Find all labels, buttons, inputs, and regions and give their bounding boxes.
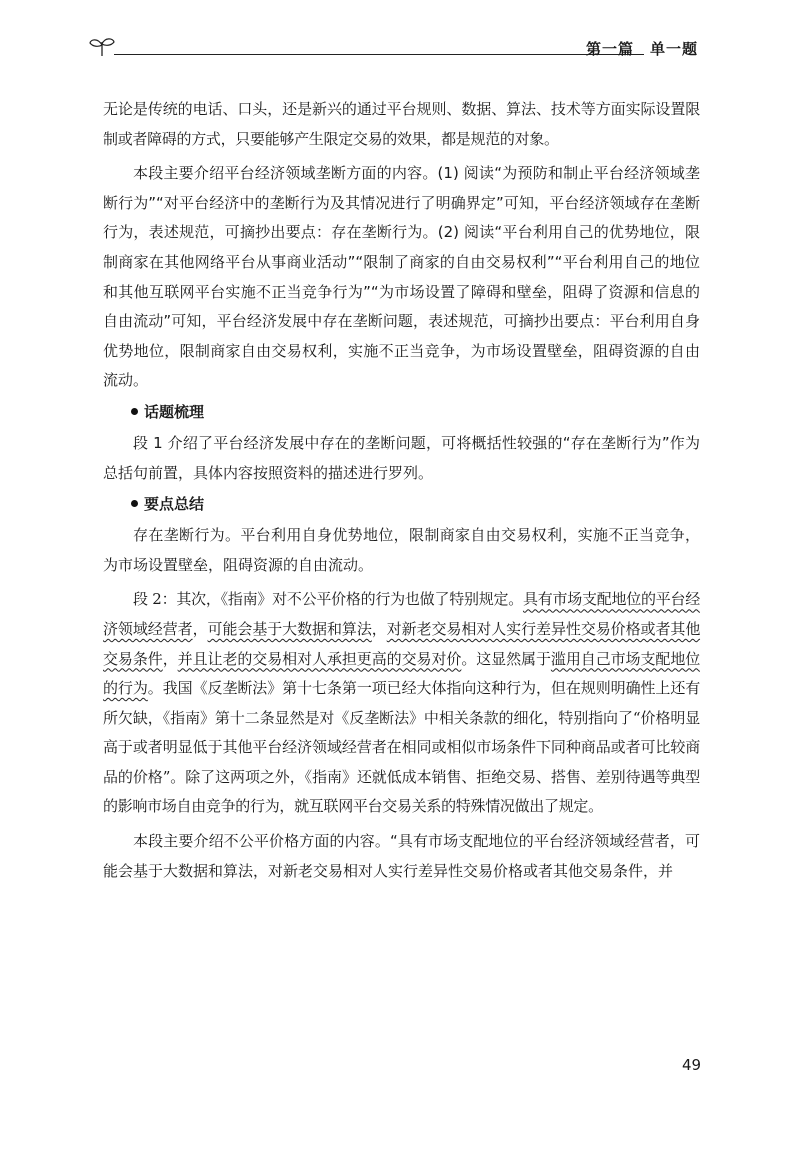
page-content xyxy=(103,95,700,886)
underlined-phrase: 对新老交易相对人实行差异性交易价格或者其他交易条件 xyxy=(103,619,701,668)
punctuation: ， xyxy=(371,619,387,638)
punctuation: ， xyxy=(162,649,178,668)
analysis-paragraph-1: 本段主要介绍平台经济领域垄断方面的内容。(1) 阅读“为预防和制止平台经济领域垄断行为”“对平台经济中的垄断行为及其情况进行了明确界定”可知，平台经济领域存在垄断行为，表述规范，可摘抄出要点：存在垄断行为。(2) 阅读“平台利用自己的优势地位，限制商家在其他网络平台从事商业活动”“限制了商家的自由交易权利”“平台利用自己的地位和其他互联网平台实施不正当竞争行为”“为市场设置了障碍和壁垒，阻碍了资源和信息的自由流动”可知，平台经济发展中存在垄断问题，表述规范，可摘抄出要点：平台利用自身优势地位，限制商家自由交易权利，实施不正当竞争，为市场设置壁垒，阻碍资源的自由流动。 xyxy=(103,164,700,390)
punctuation: ， xyxy=(192,619,208,638)
bullet-topic xyxy=(103,398,700,427)
page-header xyxy=(88,34,708,64)
underlined-phrase: 可能会基于大数据和算法 xyxy=(207,619,372,638)
paragraph-continued: 无论是传统的电话、口头，还是新兴的通过平台规则、数据、算法、技术等方面实际设置限制或者障碍的方式，只要能够产生限定交易的效果，都是规范的对象。 xyxy=(103,100,700,148)
underlined-phrase: 滥用自己市场支配地位的行为 xyxy=(103,649,700,698)
header-title: 第一篇 单一题 xyxy=(585,40,698,58)
page-number: 49 xyxy=(682,1056,702,1074)
bullet-topic-label: 话题梳理 xyxy=(144,402,205,421)
para2-text: 。这显然属于 xyxy=(461,649,551,668)
para2-intro: 段 2：其次，《指南》对不公平价格的行为也做了特别规定。 xyxy=(133,590,523,609)
analysis-paragraph-2: 本段主要介绍不公平价格方面的内容。“具有市场支配地位的平台经济领域经营者，可能会基于大数据和算法，对新老交易相对人实行差异性交易价格或者其他交易条件，并 xyxy=(103,832,700,880)
bullet-dot-icon xyxy=(131,408,138,415)
bullet-summary-label: 要点总结 xyxy=(144,495,205,514)
bullet-dot-icon xyxy=(131,500,138,507)
underlined-phrase: 具有市场支配地位的平台经济领域经营者 xyxy=(103,590,700,638)
topic-paragraph: 段 1 介绍了平台经济发展中存在的垄断问题，可将概括性较强的“存在垄断行为”作为总括句前置，具体内容按照资料的描述进行罗列。 xyxy=(103,433,700,482)
header-rule xyxy=(114,54,644,55)
para2-text: 。我国《反垄断法》第十七条第一项已经大体指向这种行为，但在规则明确性上还有所欠缺，《指南》第十二条显然是对《反垄断法》中相关条款的细化，特别指向了“价格明显高于或者明显低于其他平台经济领域经营者在相同或相似市场条件下同种商品或者可比较商品的价格”。除了这两项之外，《指南》还就低成本销售、拒绝交易、搭售、差别待遇等典型的影响市场自由竞争的行为，就互联网平台交易关系的特殊情况做出了规定。 xyxy=(103,679,700,816)
bullet-summary xyxy=(103,490,700,519)
source-paragraph-2 xyxy=(103,585,700,822)
underlined-phrase: 并且让老的交易相对人承担更高的交易对价 xyxy=(177,649,462,668)
summary-paragraph: 存在垄断行为。平台利用自身优势地位，限制商家自由交易权利，实施不正当竞争，为市场设置壁垒，阻碍资源的自由流动。 xyxy=(103,526,700,574)
